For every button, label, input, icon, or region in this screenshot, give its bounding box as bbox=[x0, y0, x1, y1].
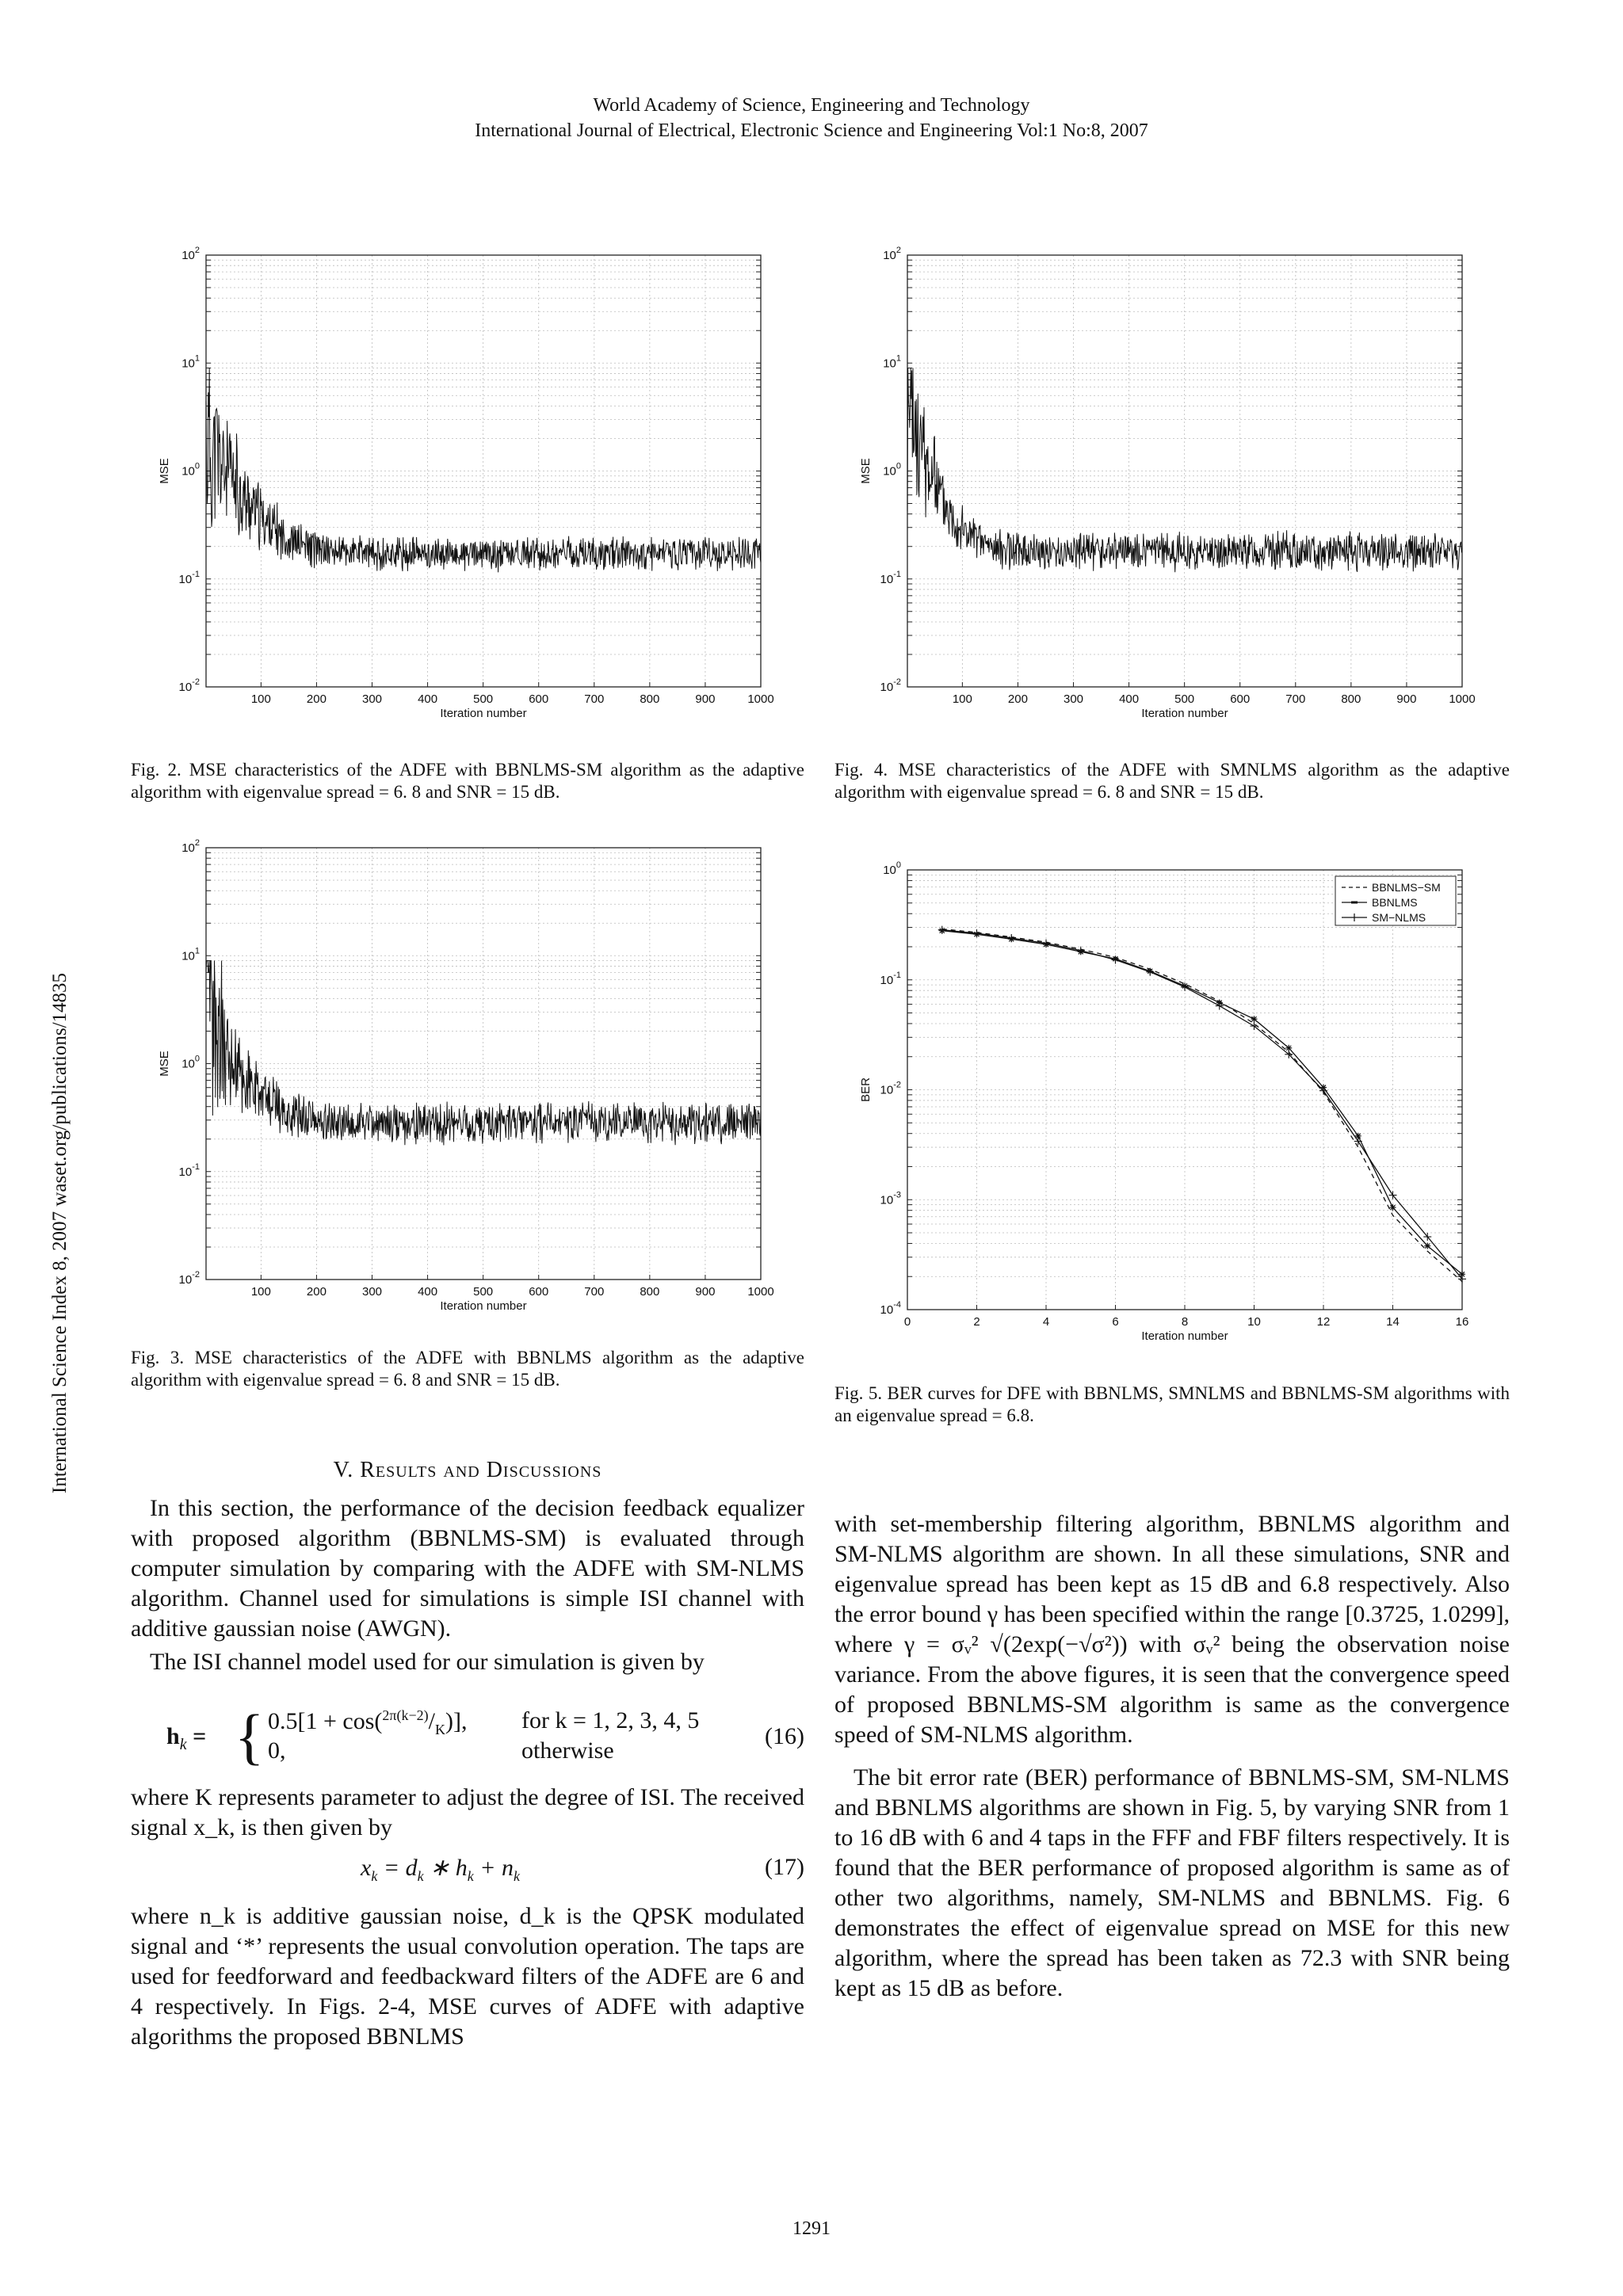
x-tick-label: 1000 bbox=[1449, 692, 1476, 706]
equation-17 bbox=[131, 1854, 804, 1886]
journal-volume: International Journal of Electrical, Electronic Science and Engineering Vol:1 No:8, 2007 bbox=[475, 120, 1148, 141]
y-tick-label: $10^0$ bbox=[181, 1054, 200, 1071]
x-tick-label: 200 bbox=[306, 1285, 327, 1299]
y-tick-label: $10^0$ bbox=[883, 860, 901, 877]
x-tick-label: 900 bbox=[1396, 692, 1417, 706]
y-tick-label: $10^{-2}$ bbox=[880, 677, 901, 694]
x-tick-label: 800 bbox=[1341, 692, 1361, 706]
legend-label: SM−NLMS bbox=[1372, 911, 1426, 924]
x-tick-label: 0 bbox=[903, 1315, 911, 1329]
ber-series-2 bbox=[942, 930, 1462, 1280]
y-axis-label: MSE bbox=[859, 458, 873, 484]
x-tick-label: 8 bbox=[1181, 1315, 1189, 1329]
legend-label: BBNLMS−SM bbox=[1372, 881, 1441, 894]
y-tick-label: $10^1$ bbox=[181, 353, 200, 371]
x-tick-label: 500 bbox=[473, 692, 494, 706]
x-tick-label: 100 bbox=[952, 692, 972, 706]
x-tick-label: 400 bbox=[1119, 692, 1140, 706]
eq16-case2-condition: otherwise bbox=[521, 1737, 614, 1764]
x-tick-label: 4 bbox=[1042, 1315, 1050, 1329]
y-tick-label: $10^{-2}$ bbox=[178, 677, 200, 694]
y-tick-label: $10^2$ bbox=[181, 246, 200, 262]
legend-label: BBNLMS bbox=[1372, 896, 1418, 909]
eq16-case1-condition: for k = 1, 2, 3, 4, 5 bbox=[521, 1707, 700, 1733]
eq17-body: $x_k = d_k$ ∗ $h_k + n_k$ bbox=[361, 1855, 520, 1884]
eq16-case1: $0.5[1 + \cos(^{2\pi(k-2)}/_K)]$, bbox=[268, 1707, 468, 1737]
y-tick-label: $10^{-1}$ bbox=[178, 1161, 200, 1179]
x-tick-label: 400 bbox=[418, 692, 438, 706]
y-tick-label: $10^0$ bbox=[181, 461, 200, 479]
x-axis-label: Iteration number bbox=[440, 707, 527, 720]
figure-3-caption: Fig. 3. MSE characteristics of the ADFE with BBNLMS algorithm as the adaptive algorithm with eigenvalue spread = 6. 8 and SNR = 15 dB. bbox=[131, 1348, 804, 1390]
figure-3-chart bbox=[151, 838, 777, 1329]
x-tick-label: 600 bbox=[1230, 692, 1251, 706]
left-column bbox=[131, 1493, 804, 1677]
y-tick-label: $10^{-1}$ bbox=[880, 569, 901, 586]
x-tick-label: 700 bbox=[584, 692, 605, 706]
journal-name: World Academy of Science, Engineering and Technology bbox=[593, 95, 1030, 116]
x-tick-label: 300 bbox=[1063, 692, 1084, 706]
y-tick-label: $10^0$ bbox=[883, 461, 901, 479]
x-tick-label: 500 bbox=[473, 1285, 494, 1299]
y-axis-label: MSE bbox=[158, 1051, 171, 1077]
y-axis-label: BER bbox=[859, 1077, 873, 1102]
left-paragraph-4: where n_k is additive gaussian noise, d_k is the QPSK modulated signal and ‘*’ represents the usual convolution operation. The taps are used for feedforward and feedbackward filters of the ADFE are 6 and 4 respectively. In Figs. 2-4, MSE curves of ADFE with adaptive algorithms the proposed BBNLMS bbox=[131, 1903, 804, 2050]
x-tick-label: 12 bbox=[1316, 1315, 1331, 1329]
x-tick-label: 400 bbox=[418, 1285, 438, 1299]
y-tick-label: $10^1$ bbox=[181, 946, 200, 963]
figure-4-caption: Fig. 4. MSE characteristics of the ADFE with SMNLMS algorithm as the adaptive algorithm with eigenvalue spread = 6. 8 and SNR = 15 dB. bbox=[834, 760, 1510, 802]
eq16-case2: 0, bbox=[268, 1737, 286, 1764]
x-tick-label: 900 bbox=[695, 1285, 716, 1299]
x-tick-label: 1000 bbox=[747, 1285, 774, 1299]
y-tick-label: $10^{-2}$ bbox=[178, 1270, 200, 1287]
left-paragraph-1: In this section, the performance of the decision feedback equalizer with proposed algorithm (BBNLMS-SM) is evaluated through computer simulation by comparing with the ADFE with SM-NLMS algorithm. Channel used for simulations is simple ISI channel with additive gaussian noise (AWGN). bbox=[131, 1495, 804, 1642]
x-tick-label: 800 bbox=[640, 1285, 660, 1299]
y-tick-label: $10^2$ bbox=[883, 246, 901, 262]
y-tick-label: $10^{-2}$ bbox=[880, 1080, 901, 1097]
eq16-brace: { bbox=[235, 1702, 265, 1771]
y-tick-label: $10^{-3}$ bbox=[880, 1190, 901, 1207]
page-number: 1291 bbox=[792, 2218, 831, 2239]
figure-4-chart bbox=[852, 246, 1478, 737]
x-tick-label: 500 bbox=[1174, 692, 1195, 706]
right-paragraph-1: with set-membership filtering algorithm, BBNLMS algorithm and SM-NLMS algorithm are shown. In all these simulations, SNR and eigenvalue spread has been kept as 15 dB and 6.8 respectively. Also the error bound γ has been specified within the range [0.3725, 1.0299], where γ = σᵥ² √(2exp(−√σ²)) with σᵥ² being the observation noise variance. From the above figures, it is seen that the convergence speed of proposed BBNLMS-SM algorithm is same as the convergence speed of SM-NLMS algorithm. bbox=[834, 1511, 1510, 1748]
right-paragraph-2: The bit error rate (BER) performance of BBNLMS-SM, SM-NLMS and BBNLMS algorithms are shown in Fig. 5, by varying SNR from 1 to 16 dB with 6 and 4 taps in the FFF and FBF filters respectively. It is found that the BER performance of proposed algorithm is same as of other two algorithms, namely, SM-NLMS and BBNLMS. Fig. 6 demonstrates the effect of eigenvalue spread on MSE for this new algorithm, where the spread has been taken as 72.3 with SNR being kept as 15 dB as before. bbox=[834, 1764, 1510, 2001]
x-tick-label: 2 bbox=[973, 1315, 980, 1329]
x-tick-label: 10 bbox=[1247, 1315, 1261, 1329]
eq17-number: (17) bbox=[765, 1854, 804, 1880]
y-axis-label: MSE bbox=[158, 458, 171, 484]
x-tick-label: 1000 bbox=[747, 692, 774, 706]
x-tick-label: 300 bbox=[361, 1285, 383, 1299]
eq16-lhs: $h_k$ = bbox=[166, 1723, 207, 1753]
x-axis-label: Iteration number bbox=[440, 1299, 527, 1313]
x-tick-label: 200 bbox=[306, 692, 327, 706]
x-tick-label: 6 bbox=[1112, 1315, 1119, 1329]
x-tick-label: 900 bbox=[695, 692, 716, 706]
equation-16 bbox=[166, 1702, 804, 1771]
ber-series-1 bbox=[942, 931, 1462, 1275]
left-paragraph-2: The ISI channel model used for our simulation is given by bbox=[150, 1649, 705, 1675]
x-tick-label: 600 bbox=[529, 692, 549, 706]
x-axis-label: Iteration number bbox=[1141, 1329, 1228, 1343]
y-tick-label: $10^1$ bbox=[883, 353, 901, 371]
x-tick-label: 200 bbox=[1007, 692, 1028, 706]
x-tick-label: 16 bbox=[1455, 1315, 1469, 1329]
right-column bbox=[834, 1509, 1510, 2004]
x-tick-label: 700 bbox=[584, 1285, 605, 1299]
x-tick-label: 300 bbox=[361, 692, 383, 706]
x-axis-label: Iteration number bbox=[1141, 707, 1228, 720]
y-tick-label: $10^2$ bbox=[181, 838, 200, 855]
x-tick-label: 100 bbox=[250, 692, 271, 706]
y-tick-label: $10^{-1}$ bbox=[178, 569, 200, 586]
figure-5-chart bbox=[852, 858, 1478, 1353]
eq16-number: (16) bbox=[765, 1723, 804, 1749]
y-tick-label: $10^{-4}$ bbox=[880, 1300, 901, 1317]
figure-2-chart bbox=[151, 246, 777, 737]
x-tick-label: 100 bbox=[250, 1285, 271, 1299]
x-tick-label: 600 bbox=[529, 1285, 549, 1299]
ber-series-0 bbox=[942, 929, 1462, 1282]
figure-2-caption: Fig. 2. MSE characteristics of the ADFE with BBNLMS-SM algorithm as the adaptive algorithm with eigenvalue spread = 6. 8 and SNR = 15 dB. bbox=[131, 760, 804, 802]
x-tick-label: 700 bbox=[1285, 692, 1306, 706]
x-tick-label: 14 bbox=[1386, 1315, 1400, 1329]
x-tick-label: 800 bbox=[640, 692, 660, 706]
section-heading bbox=[131, 1458, 804, 1483]
left-paragraph-3: where K represents parameter to adjust the degree of ISI. The received signal x_k, is then given by bbox=[131, 1784, 804, 1840]
figure-5-caption: Fig. 5. BER curves for DFE with BBNLMS, SMNLMS and BBNLMS-SM algorithms with an eigenvalue spread = 6.8. bbox=[834, 1383, 1510, 1425]
section-title: Results and Discussions bbox=[360, 1458, 602, 1482]
side-note: International Science Index 8, 2007 waset.org/publications/14835 bbox=[49, 972, 71, 1493]
y-tick-label: $10^{-1}$ bbox=[880, 970, 901, 987]
section-number: V. bbox=[333, 1458, 354, 1482]
